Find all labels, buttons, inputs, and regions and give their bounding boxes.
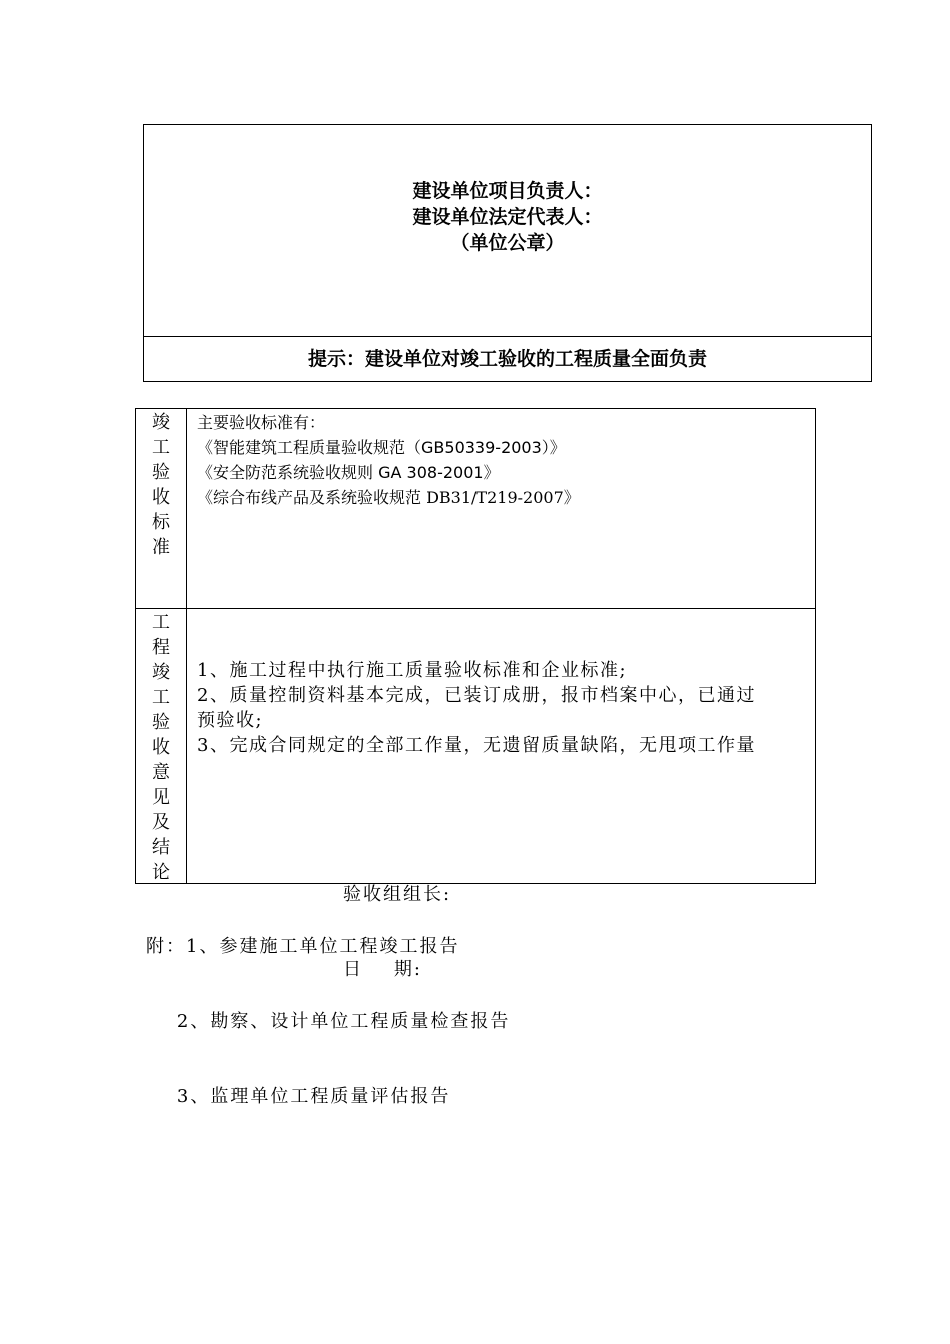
label-char: 收 xyxy=(152,487,170,508)
standard-item: 《智能建筑工程质量验收规范（GB50339-2003）》 xyxy=(197,438,566,457)
signature-area xyxy=(144,125,871,337)
opinion-line: 2、质量控制资料基本完成，已装订成册，报市档案中心，已通过 xyxy=(197,685,756,706)
label-char: 准 xyxy=(152,537,170,558)
label-char: 标 xyxy=(152,512,170,533)
label-char: 见 xyxy=(152,787,170,808)
group-leader-label: 验收组组长: xyxy=(343,884,452,905)
attachments-list xyxy=(146,884,510,1134)
label-char: 验 xyxy=(152,462,170,483)
opinion-line: 3、完成合同规定的全部工作量，无遗留质量缺陷，无甩项工作量 xyxy=(197,735,756,756)
opinion-label xyxy=(136,609,187,883)
label-char: 收 xyxy=(152,737,170,758)
standards-content xyxy=(197,410,809,510)
label-char: 及 xyxy=(152,812,170,833)
label-char: 竣 xyxy=(152,662,170,683)
opinion-line: 预验收; xyxy=(197,710,264,731)
opinion-content xyxy=(197,658,809,758)
unit-seal-label: （单位公章） xyxy=(450,232,565,254)
standard-item: 《综合布线产品及系统验收规范 DB31/T219-2007》 xyxy=(197,488,580,507)
label-char: 竣 xyxy=(152,412,170,433)
standards-row xyxy=(136,409,815,609)
legal-representative-label: 建设单位法定代表人： xyxy=(412,206,603,228)
opinion-line: 1、施工过程中执行施工质量验收标准和企业标准; xyxy=(197,660,628,681)
project-leader-label: 建设单位项目负责人： xyxy=(412,180,603,202)
date-label: 日 期: xyxy=(343,959,422,980)
label-char: 工 xyxy=(152,612,170,633)
standards-intro: 主要验收标准有： xyxy=(197,413,326,432)
label-char: 工 xyxy=(152,687,170,708)
standards-label xyxy=(136,409,187,608)
attachment-line: 2、勘察、设计单位工程质量检查报告 xyxy=(146,1011,511,1032)
attachment-line: 附：1、参建施工单位工程竣工报告 xyxy=(146,936,460,957)
label-char: 意 xyxy=(152,762,170,783)
responsibility-hint: 提示：建设单位对竣工验收的工程质量全面负责 xyxy=(307,348,707,370)
standard-item: 《安全防范系统验收规则 GA 308-2001》 xyxy=(197,463,500,482)
label-char: 结 xyxy=(152,837,170,858)
signature-box xyxy=(143,124,872,382)
label-char: 验 xyxy=(152,712,170,733)
label-char: 工 xyxy=(152,437,170,458)
attachment-line: 3、监理单位工程质量评估报告 xyxy=(146,1086,451,1107)
label-char: 程 xyxy=(152,637,170,658)
label-char: 论 xyxy=(152,862,170,883)
